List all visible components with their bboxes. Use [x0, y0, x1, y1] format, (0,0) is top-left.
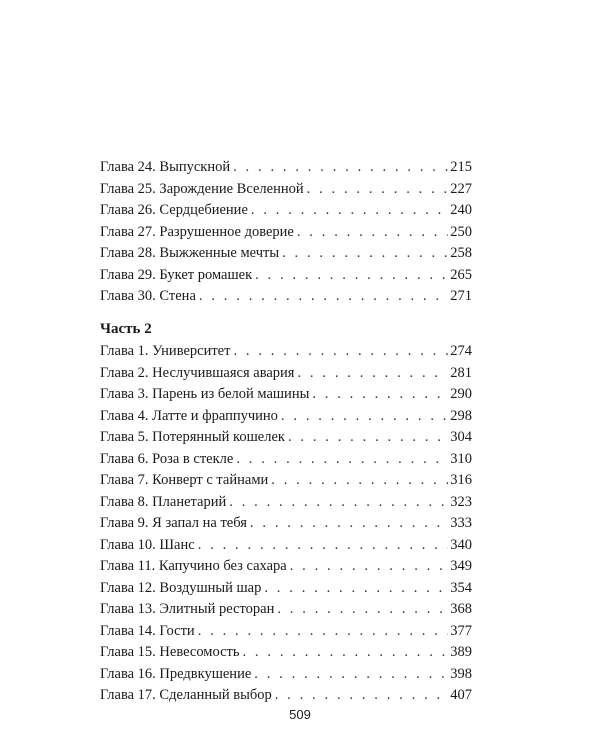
toc-entry — [100, 535, 472, 557]
chapter-title: Глава 2. Неслучившаяся авария — [100, 364, 295, 381]
chapter-title: Глава 7. Конверт с тайнами — [100, 472, 269, 488]
toc-entry — [100, 599, 472, 621]
chapter-title: Глава 28. Выжженные мечты — [100, 245, 280, 261]
chapter-page: 333 — [450, 515, 472, 531]
dot-leader — [233, 341, 448, 363]
toc-entry — [100, 642, 472, 664]
chapter-page: 271 — [450, 288, 472, 304]
chapter-title: Глава 13. Элитный ресторан — [100, 601, 275, 617]
toc-entry — [100, 200, 472, 222]
dot-leader — [255, 265, 448, 287]
chapter-title: Глава 4. Латте и фраппучино — [100, 407, 278, 424]
toc-part2 — [100, 318, 472, 707]
dot-leader — [288, 427, 448, 449]
chapter-page: 274 — [450, 343, 472, 359]
dot-leader — [242, 642, 448, 664]
dot-leader — [236, 449, 448, 471]
toc-entry — [100, 556, 472, 578]
chapter-page: 310 — [450, 450, 472, 467]
chapter-page: 323 — [450, 493, 472, 510]
chapter-page: 250 — [450, 223, 472, 240]
chapter-page: 349 — [450, 558, 472, 574]
toc-entry — [100, 265, 472, 287]
chapter-title: Глава 14. Гости — [100, 622, 195, 639]
chapter-page: 258 — [450, 245, 472, 261]
chapter-title: Глава 26. Сердцебиение — [100, 202, 248, 218]
dot-leader — [250, 513, 448, 535]
toc-entry — [100, 243, 472, 265]
dot-leader — [271, 470, 448, 492]
chapter-title: Глава 11. Капучино без сахара — [100, 558, 287, 574]
chapter-title: Глава 15. Невесомость — [100, 644, 240, 660]
page-number: 509 — [289, 707, 311, 722]
chapter-page: 398 — [450, 665, 472, 682]
toc-entry — [100, 427, 472, 449]
chapter-title: Глава 1. Университет — [100, 343, 231, 359]
chapter-page: 240 — [450, 202, 472, 218]
toc-entry — [100, 157, 472, 179]
part-heading: Часть 2 — [100, 321, 152, 337]
chapter-page: 290 — [450, 386, 472, 402]
dot-leader — [312, 384, 448, 406]
dot-leader — [233, 157, 448, 179]
toc-entry — [100, 470, 472, 492]
chapter-page: 265 — [450, 266, 472, 283]
chapter-title: Глава 10. Шанс — [100, 536, 195, 553]
chapter-title: Глава 17. Сделанный выбор — [100, 687, 272, 703]
toc-part2-entries — [100, 341, 472, 707]
chapter-page: 281 — [450, 364, 472, 381]
chapter-page: 227 — [450, 180, 472, 197]
dot-leader — [254, 664, 448, 686]
dot-leader — [297, 363, 448, 385]
chapter-page: 340 — [450, 536, 472, 553]
chapter-page: 354 — [450, 579, 472, 596]
toc-entry — [100, 685, 472, 707]
toc-entry — [100, 222, 472, 244]
chapter-page: 298 — [450, 407, 472, 424]
dot-leader — [229, 492, 448, 514]
chapter-page: 304 — [450, 429, 472, 445]
dot-leader — [264, 578, 448, 600]
toc-entry — [100, 621, 472, 643]
dot-leader — [275, 685, 449, 707]
chapter-title: Глава 5. Потерянный кошелек — [100, 429, 285, 445]
chapter-title: Глава 27. Разрушенное доверие — [100, 223, 294, 240]
chapter-title: Глава 9. Я запал на тебя — [100, 515, 247, 531]
toc-entry — [100, 513, 472, 535]
dot-leader — [277, 599, 448, 621]
toc-entry — [100, 406, 472, 428]
toc-entry — [100, 492, 472, 514]
chapter-page: 377 — [450, 622, 472, 639]
dot-leader — [251, 200, 448, 222]
chapter-title: Глава 12. Воздушный шар — [100, 579, 262, 596]
chapter-title: Глава 6. Роза в стекле — [100, 450, 234, 467]
dot-leader — [290, 556, 449, 578]
chapter-title: Глава 25. Зарождение Вселенной — [100, 180, 304, 197]
dot-leader — [198, 535, 449, 557]
chapter-page: 407 — [450, 687, 472, 703]
chapter-title: Глава 8. Планетарий — [100, 493, 227, 510]
toc-entry — [100, 363, 472, 385]
toc-entry — [100, 286, 472, 308]
dot-leader — [282, 243, 448, 265]
toc-entry — [100, 341, 472, 363]
chapter-page: 316 — [450, 472, 472, 488]
chapter-title: Глава 3. Парень из белой машины — [100, 386, 310, 402]
toc-entry — [100, 179, 472, 201]
toc-entry — [100, 384, 472, 406]
toc-entry — [100, 449, 472, 471]
chapter-title: Глава 29. Букет ромашек — [100, 266, 253, 283]
chapter-page: 215 — [450, 159, 472, 175]
chapter-page: 389 — [450, 644, 472, 660]
chapter-title: Глава 16. Предвкушение — [100, 665, 252, 682]
dot-leader — [297, 222, 448, 244]
chapter-page: 368 — [450, 601, 472, 617]
chapter-title: Глава 24. Выпускной — [100, 159, 231, 175]
toc-entry — [100, 578, 472, 600]
toc-part1 — [100, 157, 472, 308]
toc-entry — [100, 664, 472, 686]
dot-leader — [281, 406, 448, 428]
chapter-title: Глава 30. Стена — [100, 288, 196, 304]
dot-leader — [198, 621, 449, 643]
dot-leader — [307, 179, 449, 201]
dot-leader — [199, 286, 448, 308]
